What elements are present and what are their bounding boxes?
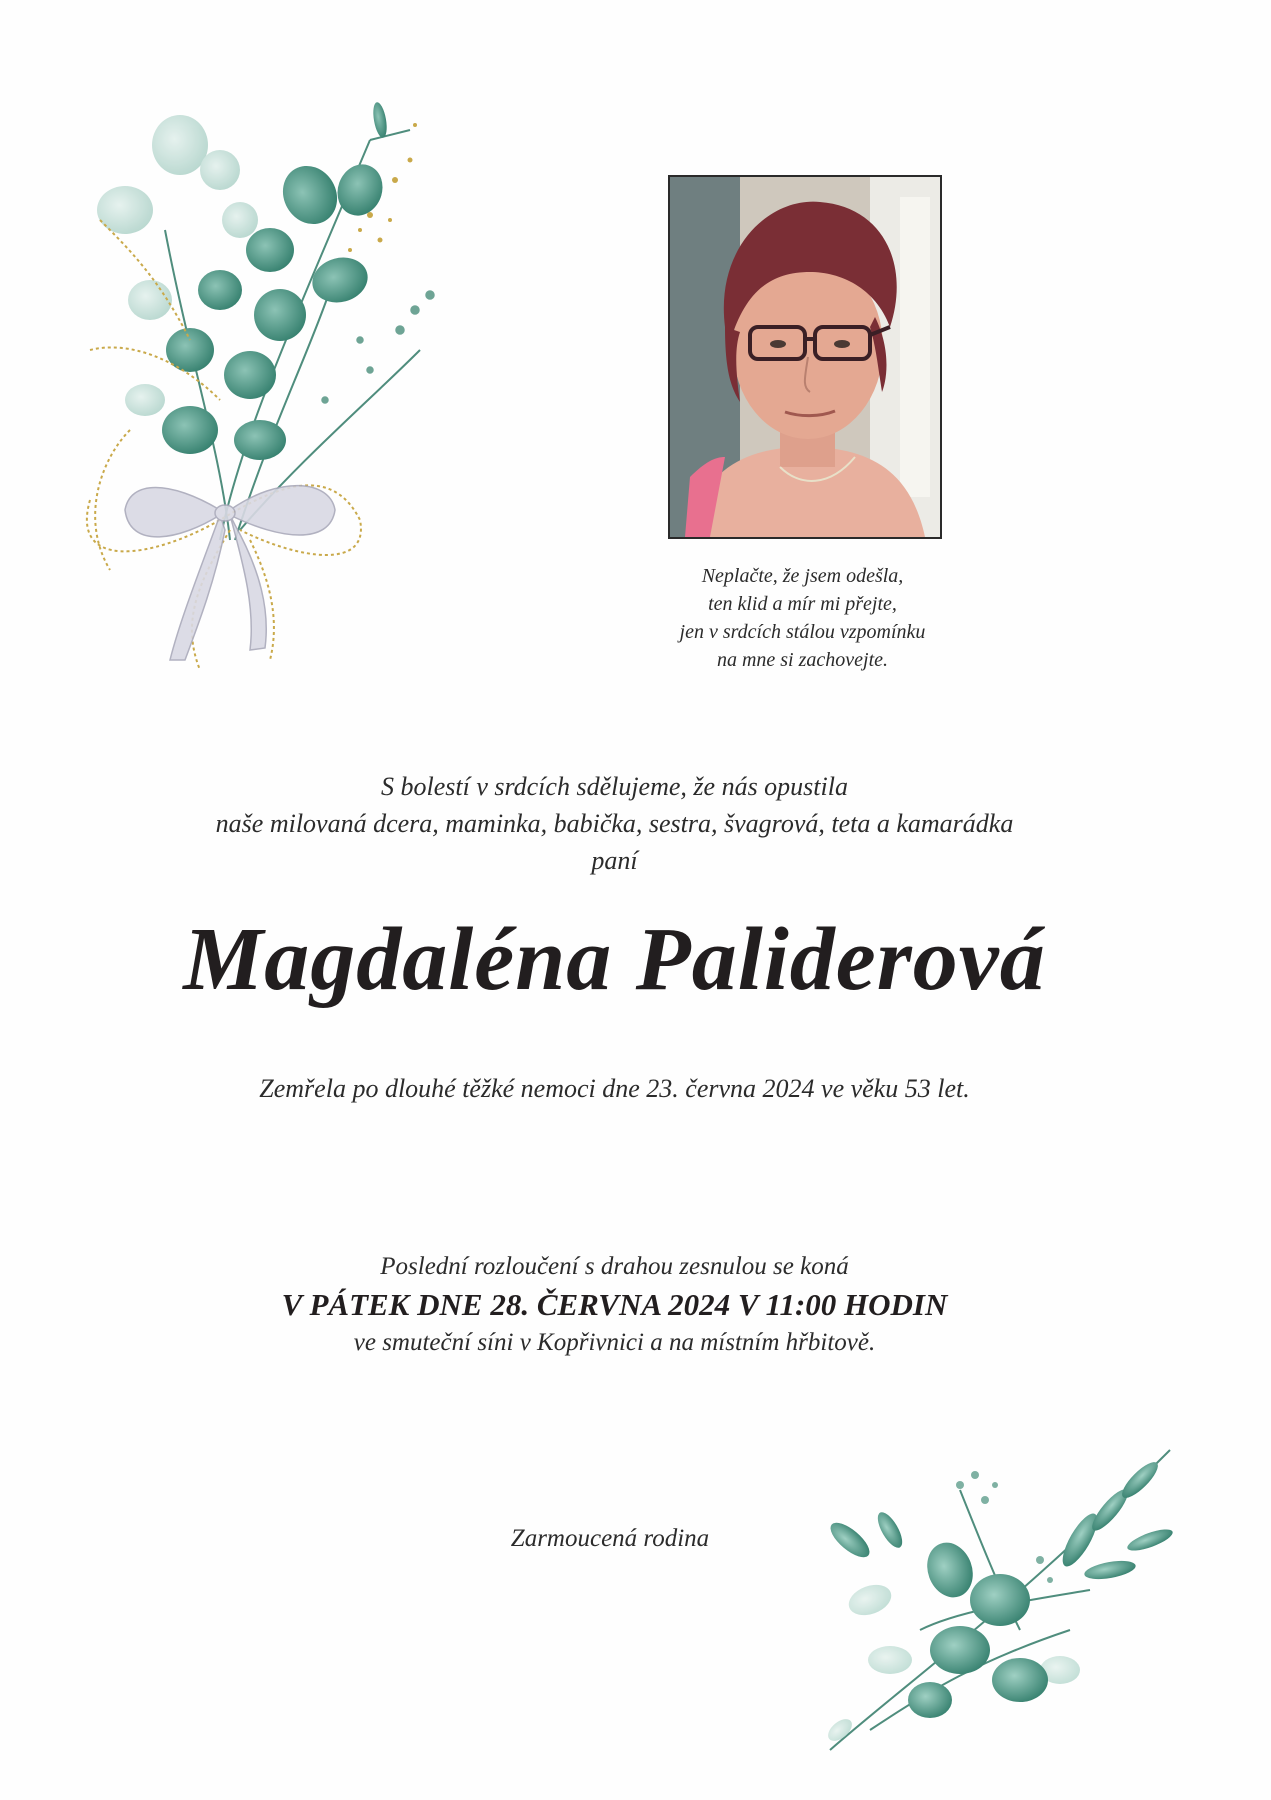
- death-notice: Zemřela po dlouhé těžké nemoci dne 23. června 2024 ve věku 53 let.: [259, 1074, 970, 1103]
- poem-line: jen v srdcích stálou vzpomínku: [679, 621, 926, 643]
- memorial-poem: [600, 562, 1005, 674]
- farewell-place: ve smuteční síni v Kopřivnici a na místním hřbitově.: [353, 1329, 876, 1356]
- portrait-photo: [668, 175, 942, 539]
- announcement-text: [0, 768, 1229, 879]
- farewell-date: V PÁTEK DNE 28. ČERVNA 2024 V 11:00 HODIN: [281, 1287, 948, 1322]
- farewell-intro: Poslední rozloučení s drahou zesnulou se koná: [380, 1253, 849, 1280]
- announcement-line: naše milovaná dcera, maminka, babička, sestra, švagrová, teta a kamarádka: [215, 809, 1014, 838]
- poem-line: ten klid a mír mi přejte,: [708, 593, 897, 615]
- eucalyptus-sprig-decoration: [810, 1430, 1190, 1770]
- announcement-line: paní: [591, 846, 638, 875]
- family-signature: Zarmoucená rodina: [510, 1525, 710, 1552]
- ribbon-bow: [125, 486, 335, 660]
- deceased-name: Magdaléna Paliderová: [183, 910, 1046, 1009]
- sprigs: [322, 291, 434, 403]
- eucalyptus-bouquet-decoration: [70, 100, 490, 680]
- poem-line: Neplačte, že jsem odešla,: [701, 565, 904, 587]
- poem-line: na mne si zachovejte.: [716, 649, 889, 671]
- announcement-line: S bolestí v srdcích sdělujeme, že nás opustila: [381, 772, 848, 801]
- farewell-info: [0, 1250, 1229, 1360]
